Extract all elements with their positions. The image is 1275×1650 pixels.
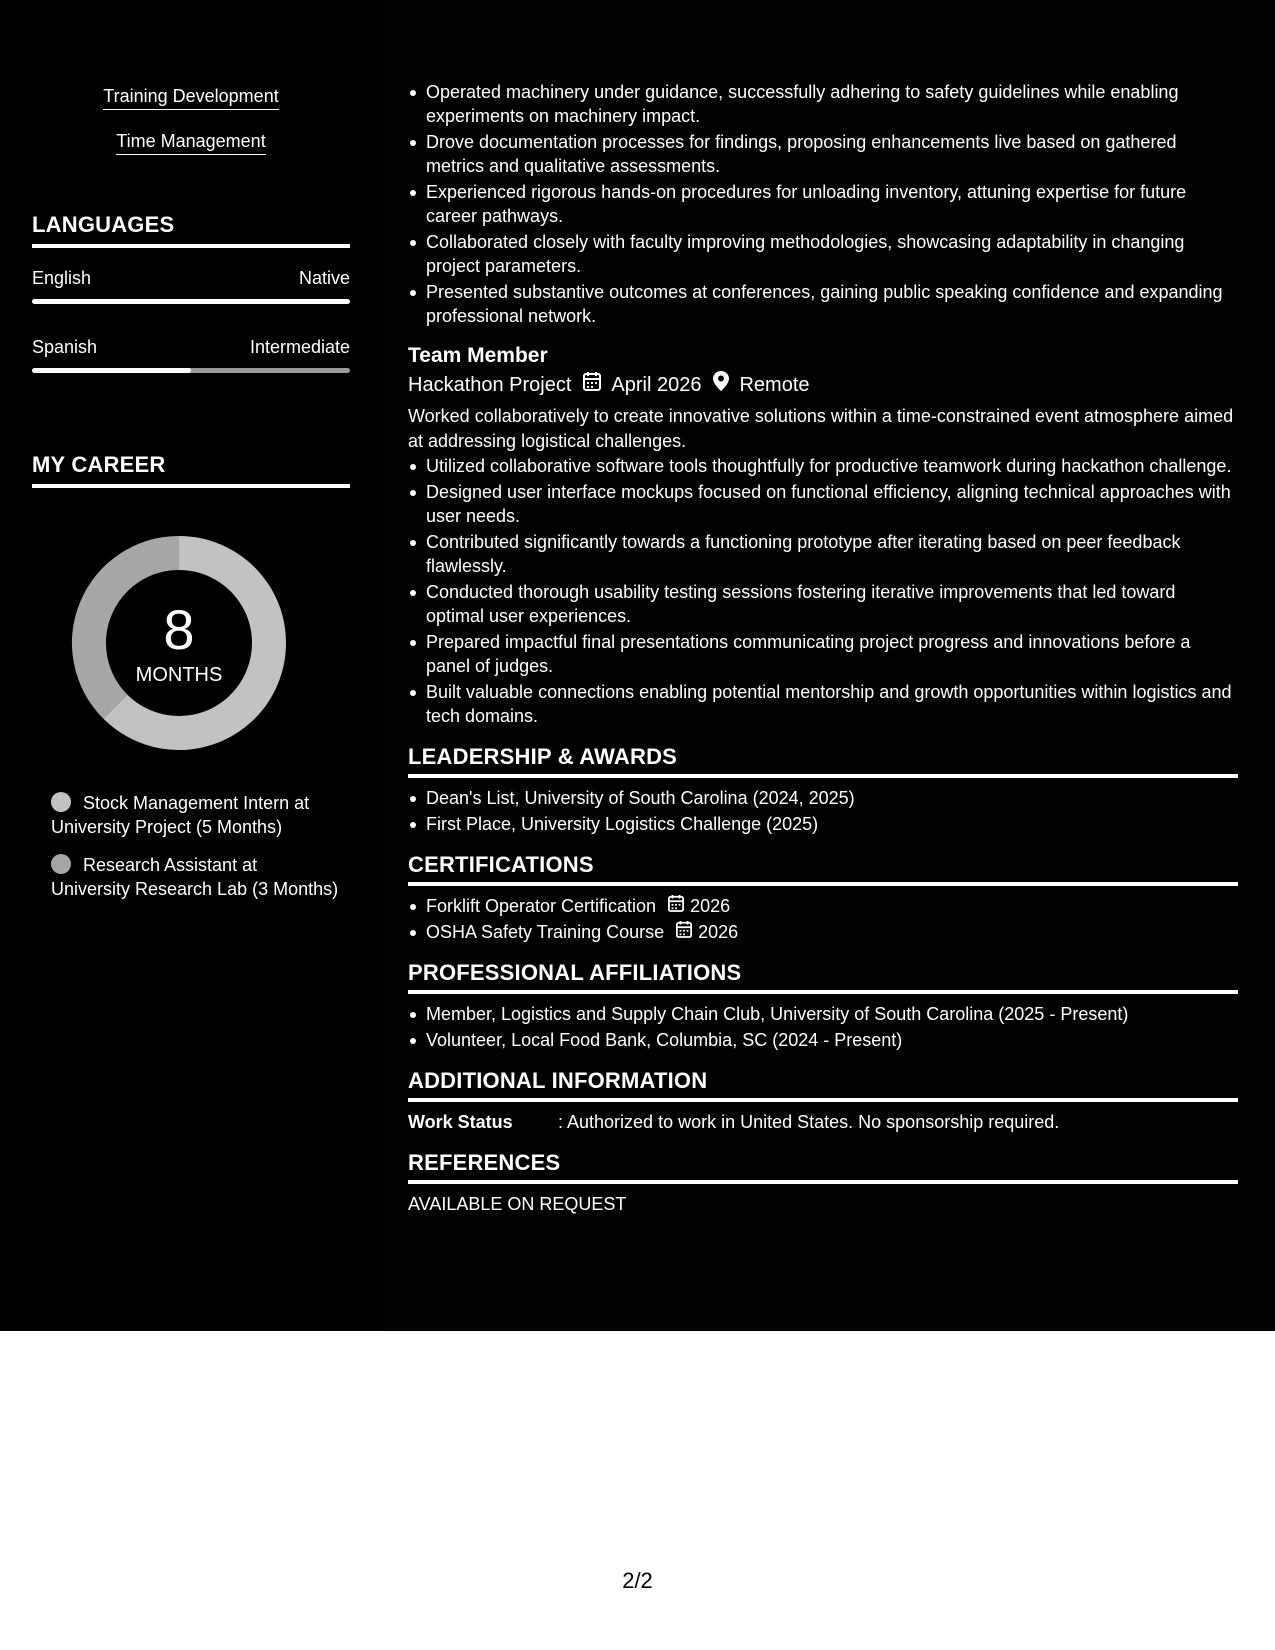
career-legend-label: Research Assistant at University Research Lab (3 Months) [51, 855, 339, 899]
bullet-item: Presented substantive outcomes at conferences, gaining public speaking confidence and expanding professional network. [426, 280, 1238, 328]
job-location: Remote [739, 374, 810, 396]
award-item: First Place, University Logistics Challenge (2025) [426, 812, 1238, 836]
legend-dot-icon [51, 854, 71, 874]
certification-name: Forklift Operator Certification [426, 896, 657, 916]
languages-heading: LANGUAGES [32, 212, 350, 248]
leadership-list [408, 786, 1238, 836]
job-meta [408, 370, 1238, 400]
certifications-heading: CERTIFICATIONS [408, 852, 1238, 886]
page-number: 2/2 [622, 1568, 653, 1593]
additional-info-heading: ADDITIONAL INFORMATION [408, 1068, 1238, 1102]
calendar-icon [676, 920, 692, 944]
career-total-months: 8 [163, 598, 195, 661]
language-proficiency-fill [32, 299, 350, 304]
career-donut-chart [66, 530, 292, 756]
job-organization: Hackathon Project [408, 374, 572, 396]
language-level: Native [298, 268, 350, 288]
language-name: English [32, 268, 92, 288]
language-row [32, 337, 350, 358]
affiliation-item: Volunteer, Local Food Bank, Columbia, SC (2024 - Present) [426, 1028, 1238, 1052]
bullet-item: Utilized collaborative software tools thoughtfully for productive teamwork during hackathon challenge. [426, 454, 1238, 478]
language-proficiency-bar [32, 299, 350, 304]
bullet-item: Operated machinery under guidance, successfully adhering to safety guidelines while enabling experiments on machinery impact. [426, 80, 1238, 128]
job-description: Worked collaboratively to create innovative solutions within a time-constrained event atmosphere aimed at addressing logistical challenges. [408, 406, 1234, 451]
experience-bullets [408, 80, 1238, 328]
main-column [382, 0, 1275, 1331]
work-status-row [408, 1110, 1238, 1134]
job-title: Team Member [408, 344, 548, 367]
skill-item [0, 86, 382, 110]
leadership-heading: LEADERSHIP & AWARDS [408, 744, 1238, 778]
certification-name: OSHA Safety Training Course [426, 922, 665, 942]
work-status-value: : Authorized to work in United States. No sponsorship required. [558, 1112, 1060, 1132]
certification-item [426, 920, 1238, 944]
language-name: Spanish [32, 337, 98, 357]
career-legend-item [51, 791, 341, 839]
career-legend-item [51, 853, 341, 901]
references-heading: REFERENCES [408, 1150, 1238, 1184]
bullet-item: Prepared impactful final presentations communicating project progress and innovations before a panel of judges. [426, 630, 1238, 678]
language-level: Intermediate [249, 337, 350, 357]
award-item: Dean's List, University of South Carolina (2024, 2025) [426, 786, 1238, 810]
affiliations-list [408, 1002, 1238, 1052]
sidebar [0, 0, 380, 1331]
bullet-item: Built valuable connections enabling potential mentorship and growth opportunities within logistics and tech domains. [426, 680, 1238, 728]
career-heading: MY CAREER [32, 452, 350, 488]
bullet-item: Contributed significantly towards a functioning prototype after iterating based on peer feedback flawlessly. [426, 530, 1238, 578]
bullet-item: Drove documentation processes for findings, proposing enhancements live based on gathered metrics and qualitative assessments. [426, 130, 1238, 178]
certifications-list [408, 894, 1238, 944]
bullet-item: Experienced rigorous hands-on procedures for unloading inventory, attuning expertise for future career pathways. [426, 180, 1238, 228]
job-date: April 2026 [611, 374, 702, 396]
affiliations-heading: PROFESSIONAL AFFILIATIONS [408, 960, 1238, 994]
language-proficiency-bar [32, 368, 350, 373]
certification-year: 2026 [690, 896, 731, 916]
calendar-icon [583, 370, 601, 400]
bullet-item: Designed user interface mockups focused on functional efficiency, aligning technical approaches with user needs. [426, 480, 1238, 528]
language-row [32, 268, 350, 289]
skill-item [0, 131, 382, 155]
job-bullets [408, 454, 1238, 728]
location-pin-icon [713, 370, 729, 400]
legend-dot-icon [51, 792, 71, 812]
bullet-item: Collaborated closely with faculty improving methodologies, showcasing adaptability in changing project parameters. [426, 230, 1238, 278]
bullet-item: Conducted thorough usability testing sessions fostering iterative improvements that led toward optimal user experiences. [426, 580, 1238, 628]
work-status-label: Work Status [408, 1112, 513, 1132]
affiliation-item: Member, Logistics and Supply Chain Club, University of South Carolina (2025 - Present) [426, 1002, 1238, 1026]
career-total-unit: MONTHS [135, 664, 223, 686]
skill-label: Training Development [103, 86, 278, 110]
skill-label: Time Management [116, 131, 265, 155]
references-text: AVAILABLE ON REQUEST [408, 1194, 627, 1214]
certification-year: 2026 [698, 922, 739, 942]
language-proficiency-fill [32, 368, 191, 373]
main-content [408, 80, 1238, 1216]
calendar-icon [668, 894, 684, 918]
certification-item [426, 894, 1238, 918]
career-legend-label: Stock Management Intern at University Project (5 Months) [51, 793, 310, 837]
